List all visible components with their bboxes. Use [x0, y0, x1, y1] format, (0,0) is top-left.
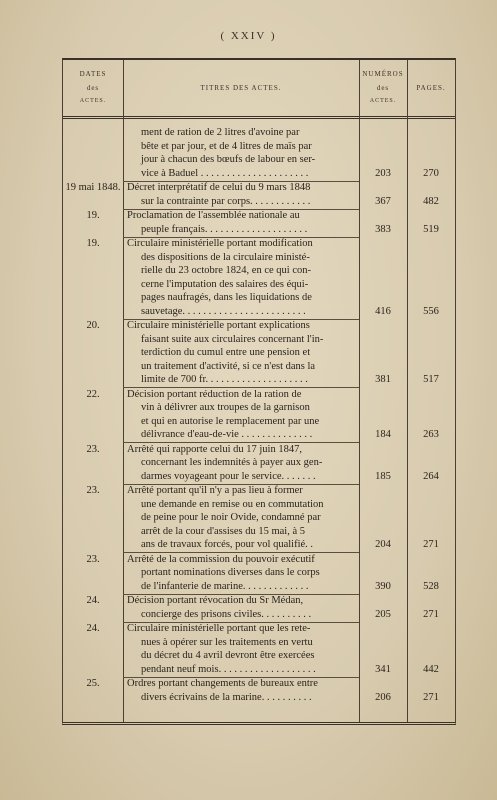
act-title	[127, 209, 357, 236]
act-date: 19.	[86, 210, 100, 221]
column-divider	[123, 60, 124, 722]
act-title-line: Ordres portant changements de bureaux entre	[127, 678, 318, 689]
act-date: 19.	[86, 238, 100, 249]
act-title-line: vin à délivrer aux troupes de la garnison	[141, 402, 310, 413]
header-dates-line3: ACTES.	[79, 98, 107, 104]
act-title	[127, 126, 357, 180]
table-frame	[62, 58, 456, 725]
act-title	[127, 622, 357, 676]
act-title	[127, 484, 357, 552]
act-number: 205	[375, 608, 391, 620]
act-title	[127, 443, 357, 484]
page-number-ref: 270	[423, 167, 439, 179]
header-dates	[63, 60, 123, 126]
header-numeros-line3: ACTES.	[369, 98, 397, 104]
act-number: 203	[375, 167, 391, 179]
act-title-line: pages naufragés, dans les liquidations de	[141, 292, 312, 303]
act-title-line: ans de travaux forcés, pour vol qualifié. .	[141, 539, 314, 550]
act-title-line: Circulaire ministérielle portant modification	[127, 238, 313, 249]
act-title	[127, 181, 357, 208]
act-title-line: Arrêté qui rapporte celui du 17 juin 1847,	[127, 443, 302, 455]
header-dates-line2: des	[86, 84, 100, 92]
act-title-line: jour à chacun des bœufs de labour en ser-	[141, 154, 316, 165]
act-title-line: concernant les indemnités à payer aux gen-	[141, 457, 323, 468]
header-titres-label: TITRES DES ACTES.	[200, 84, 282, 92]
page-number-ref: 519	[423, 223, 439, 235]
act-title-line: limite de 700 fr. . . . . . . . . . . . . . . . . . . .	[141, 374, 308, 385]
page-number-ref: 263	[423, 429, 439, 440]
act-title-line: arrêt de la cour d'assises du 15 mai, à 5	[141, 525, 306, 537]
act-title-line: sur la contrainte par corps. . . . . . . . . . . .	[141, 195, 311, 207]
page-number-ref: 482	[423, 195, 439, 207]
act-title-line: portant nominations diverses dans le corps	[141, 567, 320, 578]
act-title-line: nues à opérer sur les traitements en vertu	[141, 636, 313, 648]
act-date: 23.	[86, 443, 100, 455]
act-title-line: Proclamation de l'assemblée nationale au	[127, 210, 300, 221]
header-numeros	[359, 60, 407, 126]
page-number-ref: 271	[423, 608, 439, 620]
act-number: 381	[375, 374, 391, 385]
header-pages	[407, 60, 455, 140]
act-title	[127, 553, 357, 594]
act-date: 22.	[86, 388, 100, 400]
act-title-line: de peine pour le noir Ovide, condamné par	[141, 512, 321, 523]
act-title-line: une demande en remise ou en commutation	[141, 498, 324, 510]
act-title	[127, 677, 357, 704]
table-header	[63, 60, 455, 119]
act-date: 24.	[86, 595, 100, 606]
act-title-line: darmes voyageant pour le service. . . . . . .	[141, 470, 316, 482]
page-number-ref: 556	[423, 305, 439, 317]
act-title	[127, 237, 357, 318]
act-title-line: de l'infanterie de marine. . . . . . . . . . . . .	[141, 580, 309, 592]
page-number-ref: 264	[423, 470, 439, 482]
act-number: 204	[375, 539, 391, 550]
act-number: 416	[375, 305, 391, 317]
act-title-line: pendant neuf mois. . . . . . . . . . . . . . . . . . .	[141, 663, 316, 675]
act-title-line: bête et par jour, et de 4 litres de maïs par	[141, 140, 312, 152]
act-title	[127, 319, 357, 387]
page-number-ref: 271	[423, 539, 439, 550]
act-title-line: et qui en autorise le remplacement par une	[141, 415, 320, 427]
page-number-ref: 528	[423, 580, 439, 592]
act-date: 25.	[86, 678, 100, 689]
act-title-line: Circulaire ministérielle portant explications	[127, 320, 310, 331]
act-title-line: ment de ration de 2 litres d'avoine par	[141, 127, 300, 138]
act-title-line: un traitement d'activité, si ce n'est dans la	[141, 360, 316, 372]
act-title-line: vice à Baduel . . . . . . . . . . . . . . . . . . . . .	[141, 167, 309, 179]
act-date: 20.	[86, 320, 100, 331]
act-title-line: Circulaire ministérielle portant que les rete-	[127, 623, 311, 634]
page-number-ref: 442	[423, 663, 439, 675]
column-divider	[407, 60, 408, 722]
act-number: 383	[375, 223, 391, 235]
act-title-line: cerne l'imputation des salaires des équi-	[141, 278, 309, 290]
act-title	[127, 388, 357, 442]
act-title-line: Décision portant révocation du Sr Médan,	[127, 595, 304, 606]
act-date: 24.	[86, 623, 100, 634]
header-numeros-line2: des	[376, 84, 390, 92]
act-number: 206	[375, 691, 391, 703]
act-title-line: rielle du 23 octobre 1824, en ce qui con-	[141, 265, 311, 276]
act-title-line: des dispositions de la circulaire ministé-	[141, 251, 310, 263]
act-number: 184	[375, 429, 391, 440]
act-number: 367	[375, 195, 391, 207]
act-title-line: Arrêté portant qu'il n'y a pas lieu à former	[127, 485, 303, 496]
act-title-line: divers écrivains de la marine. . . . . . . . . .	[141, 691, 312, 703]
act-title-line: Décision portant réduction de la ration de	[127, 388, 302, 400]
act-title	[127, 594, 357, 621]
page-number-ref: 271	[423, 691, 439, 703]
act-date: 19 mai 1848.	[65, 182, 121, 193]
act-number: 341	[375, 663, 391, 675]
act-number: 185	[375, 470, 391, 482]
act-date: 23.	[86, 553, 100, 565]
header-dates-line1: DATES	[79, 70, 107, 78]
act-number: 390	[375, 580, 391, 592]
act-title-line: concierge des prisons civiles. . . . . . . . . .	[141, 608, 312, 620]
act-title-line: sauvetage. . . . . . . . . . . . . . . . . . . . . . . .	[141, 305, 306, 317]
header-pages-label: PAGES.	[416, 84, 446, 92]
act-title-line: du décret du 4 avril devront être exercées	[141, 650, 315, 661]
act-title-line: Arrêté de la commission du pouvoir exécutif	[127, 553, 315, 565]
act-title-line: délivrance d'eau-de-vie . . . . . . . . . . . . . .	[141, 429, 313, 440]
act-date: 23.	[86, 485, 100, 496]
page-number-ref: 517	[423, 374, 439, 385]
act-title-line: Décret interprétatif de celui du 9 mars 1848	[127, 182, 311, 193]
act-title-line: terdiction du cumul entre une pension et	[141, 347, 311, 358]
column-divider	[359, 60, 360, 722]
page-number: ( XXIV )	[220, 30, 277, 42]
act-title-line: peuple français. . . . . . . . . . . . . . . . . . . .	[141, 223, 308, 235]
act-title-line: faisant suite aux circulaires concernant l'in-	[141, 333, 324, 345]
header-numeros-line1: NUMÉROS	[362, 70, 404, 78]
